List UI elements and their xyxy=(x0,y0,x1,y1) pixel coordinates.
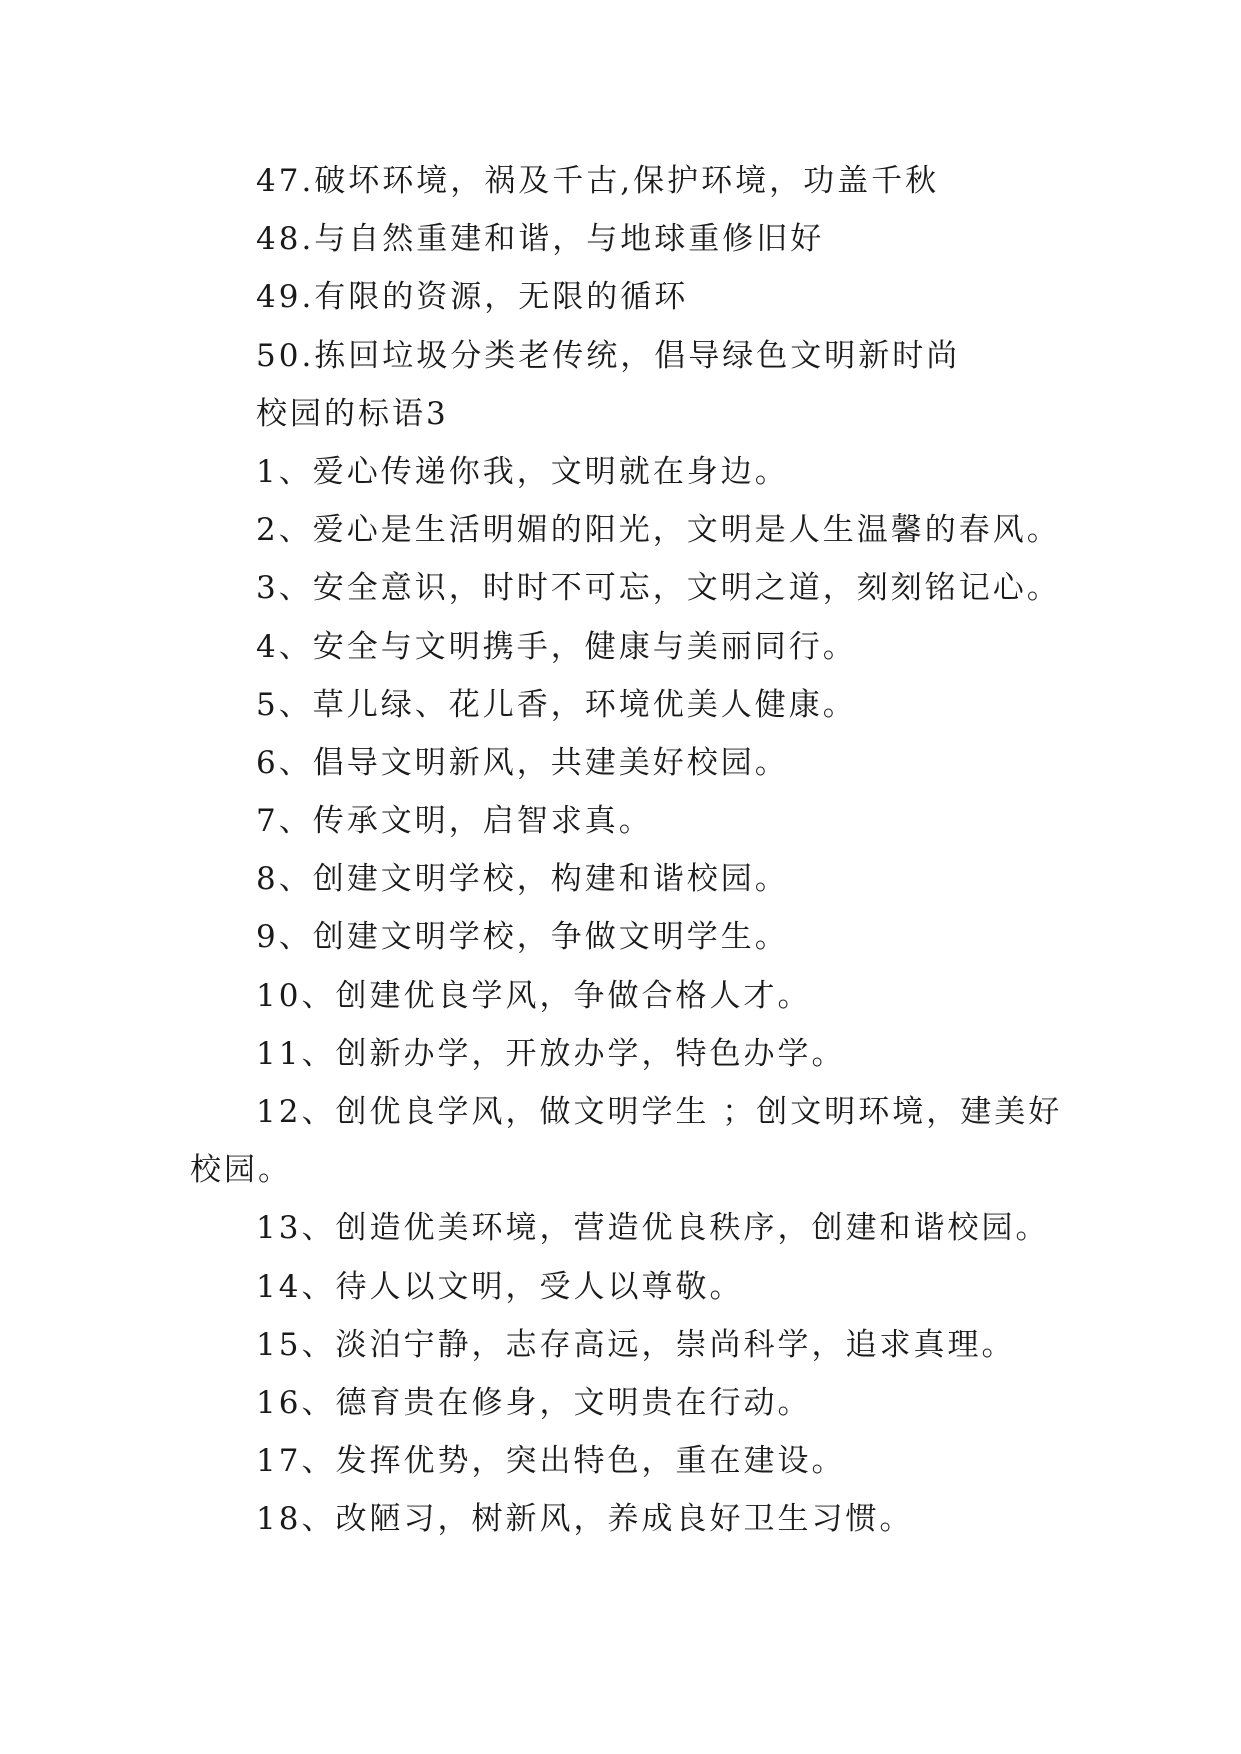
slogan-line: 8、创建文明学校，构建和谐校园。 xyxy=(256,861,789,898)
slogan-line: 49.有限的资源，无限的循环 xyxy=(256,279,689,316)
slogan-line: 50.拣回垃圾分类老传统，倡导绿色文明新时尚 xyxy=(256,337,961,374)
slogan-line: 12、创优良学风，做文明学生 ；创文明环境，建美好 xyxy=(256,1094,1063,1130)
slogan-line: 7、传承文明，启智求真。 xyxy=(256,803,653,840)
slogan-line: 16、德育贵在修身，文明贵在行动。 xyxy=(256,1384,812,1421)
slogan-line: 11、创新办学，开放办学，特色办学。 xyxy=(256,1035,846,1072)
slogan-line: 6、倡导文明新风，共建美好校园。 xyxy=(256,744,789,781)
slogan-line: 10、创建优良学风，争做合格人才。 xyxy=(256,977,812,1014)
slogan-line: 3、安全意识，时时不可忘，文明之道，刻刻铭记心。 xyxy=(256,570,1061,607)
section-heading: 校园的标语3 xyxy=(256,395,449,432)
slogan-line: 13、创造优美环境，营造优良秩序，创建和谐校园。 xyxy=(256,1210,1050,1247)
slogan-line-continuation: 校园。 xyxy=(190,1152,292,1189)
slogan-line: 48.与自然重建和谐，与地球重修旧好 xyxy=(256,221,825,258)
slogan-line: 4、安全与文明携手，健康与美丽同行。 xyxy=(256,628,857,665)
slogan-line: 14、待人以文明，受人以尊敬。 xyxy=(256,1268,744,1305)
slogan-line: 5、草儿绿、花儿香，环境优美人健康。 xyxy=(256,686,857,723)
slogan-line: 17、发挥优势，突出特色，重在建设。 xyxy=(256,1443,846,1480)
slogan-line: 47.破坏环境，祸及千古,保护环境，功盖千秋 xyxy=(256,163,940,199)
slogan-line: 9、创建文明学校，争做文明学生。 xyxy=(256,919,789,956)
slogan-line: 18、改陋习，树新风，养成良好卫生习惯。 xyxy=(256,1501,914,1538)
slogan-line: 2、爱心是生活明媚的阳光，文明是人生温馨的春风。 xyxy=(256,512,1061,549)
slogan-line: 1、爱心传递你我，文明就在身边。 xyxy=(256,453,789,490)
slogan-line: 15、淡泊宁静，志存高远，崇尚科学，追求真理。 xyxy=(256,1326,1016,1363)
document-body xyxy=(190,152,1063,1549)
